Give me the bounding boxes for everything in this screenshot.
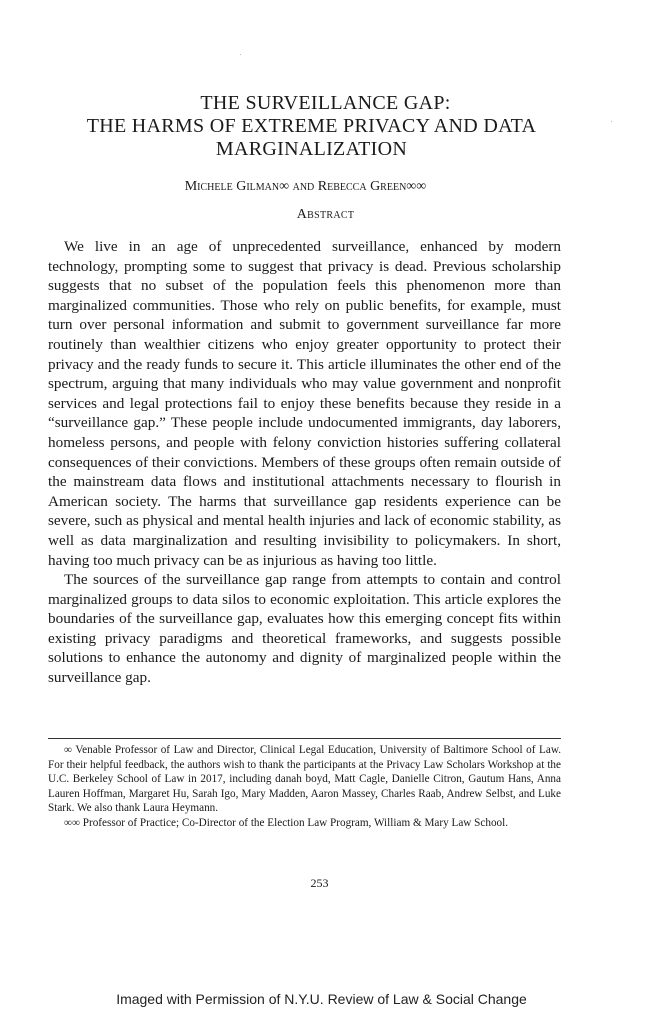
author-joiner: and (292, 179, 315, 194)
article-title-line-3: MARGINALIZATION (215, 138, 408, 160)
footnote-divider (48, 738, 561, 739)
footnotes (48, 743, 561, 831)
abstract-paragraph-2: The sources of the surveillance gap range from attempts to contain and control marginalized groups to data silos to economic exploitation. This article explores the boundaries of the surveillance gap, evaluates how this emerging concept fits within existing privacy paradigms and theoretical frameworks, and suggests possible solutions to enhance the autonomy and dignity of marginalized people within the surveillance gap. (48, 571, 561, 687)
author-green: Rebecca Green (317, 179, 407, 194)
page-number: 253 (310, 876, 329, 890)
author-byline (0, 179, 651, 195)
footnote-gilman: ∞ Venable Professor of Law and Director, Clinical Legal Education, University of Baltimore School of Law. For their helpful feedback, the authors wish to thank the participants at the Privacy Law Scholars Workshop at the U.C. Berkeley School of Law in 2017, including danah boyd, Matt Cagle, Danielle Citron, Gautum Hans, Anna Lauren Hoffman, Margaret Hu, Sarah Igo, Mary Madden, Aaron Massey, Charles Raab, Andrew Selbst, and Luke Stark. We also thank Laura Heymann. (48, 744, 561, 815)
footnote-green: ∞∞ Professor of Practice; Co-Director of the Election Law Program, William & Mary Law School. (64, 816, 509, 829)
permission-notice: Imaged with Permission of N.Y.U. Review of Law & Social Change (116, 991, 527, 1007)
author-gilman-footnote-mark: ∞ (279, 179, 290, 194)
scan-speck (240, 54, 241, 55)
article-title-line-1: THE SURVEILLANCE GAP: (200, 92, 451, 114)
abstract-heading: Abstract (296, 207, 355, 222)
abstract-body (48, 237, 561, 688)
author-green-footnote-mark: ∞∞ (406, 179, 427, 194)
abstract-paragraph-1: We live in an age of unprecedented surveillance, enhanced by modern technology, prompting some to suggest that privacy is dead. Previous scholarship suggests that no subset of the population feels this phenomenon more than marginalized communities. Those who rely on public benefits, for example, must turn over personal information and submit to government surveillance far more routinely than wealthier citizens who enjoy greater opportunity to protect their privacy and the ready funds to secure it. This article illuminates the other end of the spectrum, arguing that many individuals who may value government and nonprofit services and legal protections fail to enjoy these benefits because they reside in a “surveillance gap.” These people include undocumented immigrants, day laborers, homeless persons, and people with felony conviction histories suffering collateral consequences of their convictions. Members of these groups often remain outside of the mainstream data flows and institutional attachments necessary to flourish in American society. The harms that surveillance gap residents experience can be severe, such as physical and mental health injuries and lack of economic stability, as well as data marginalization and resulting invisibility to policymakers. In short, having too much privacy can be as injurious as having too little. (48, 238, 561, 569)
author-gilman: Michele Gilman (184, 179, 280, 194)
article-title-line-2: THE HARMS OF EXTREME PRIVACY AND DATA (86, 115, 537, 137)
scan-speck (611, 121, 612, 122)
